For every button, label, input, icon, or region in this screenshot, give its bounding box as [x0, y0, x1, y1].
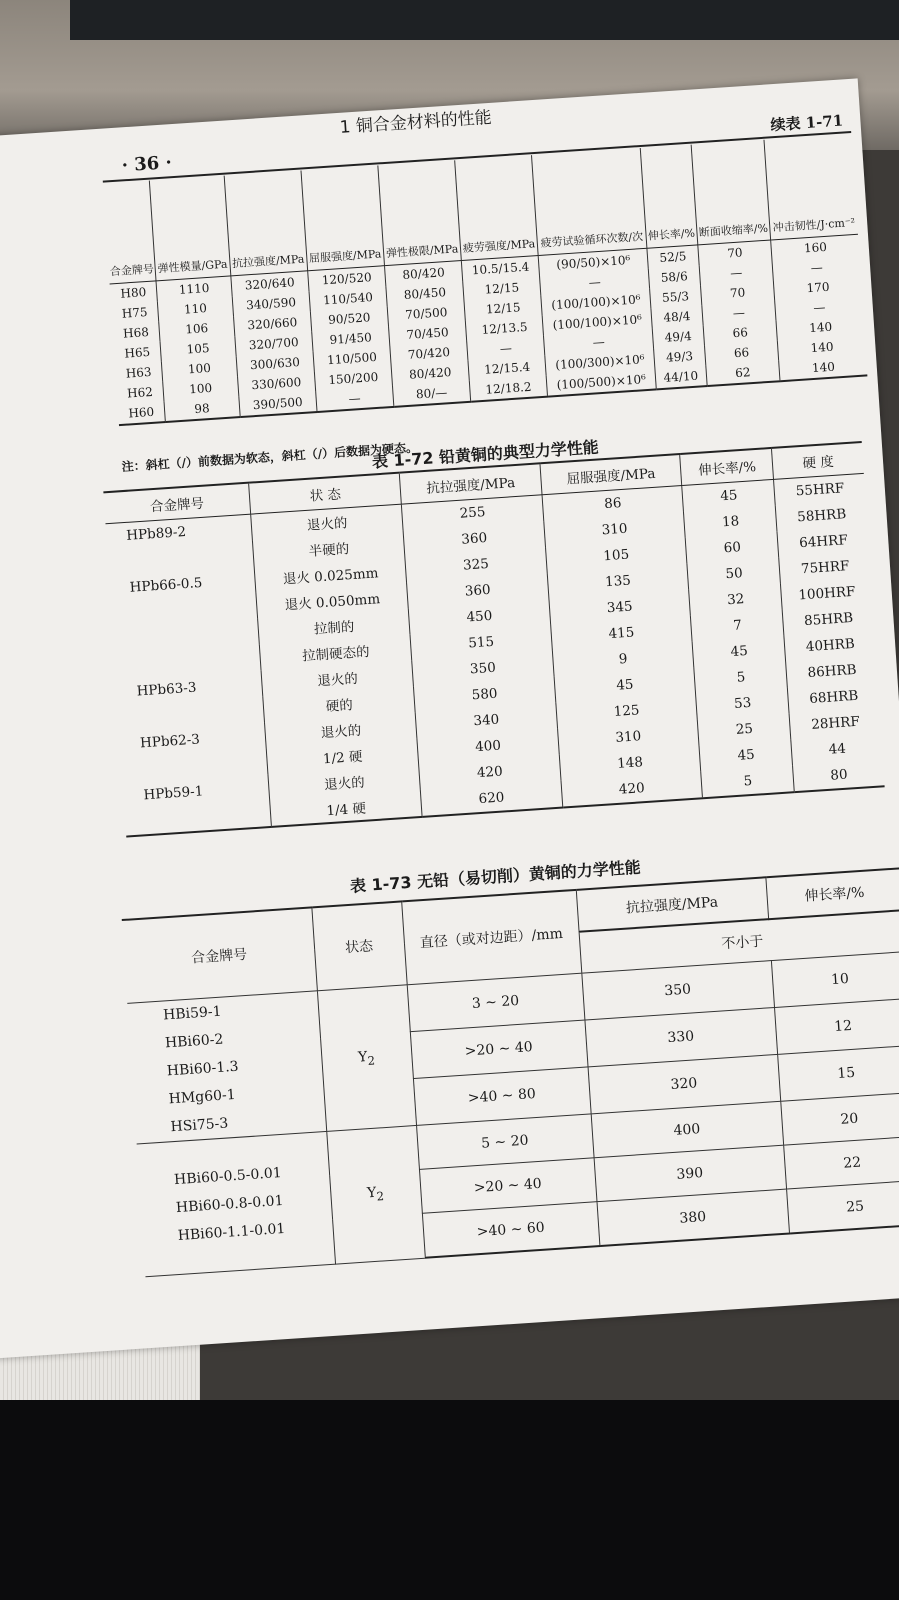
table-cell: 44/10	[655, 365, 707, 389]
table-cell: 70/450	[388, 321, 466, 346]
table-cell: 450	[408, 599, 550, 634]
table-cell: —	[699, 260, 774, 285]
column-header: 抗拉强度/MPa	[224, 171, 308, 276]
table-cell: 25	[698, 713, 792, 745]
table-cell: 12	[774, 999, 899, 1055]
table-1-72-caption: 表 1-72 铅黄铜的典型力学性能	[371, 437, 600, 472]
table-cell: 退火 0.025mm	[254, 556, 406, 592]
table-cell: 20	[780, 1092, 899, 1145]
column-header: 合金牌号	[103, 181, 156, 284]
table-cell: (100/100)×10⁶	[542, 309, 652, 336]
table-cell: —	[315, 386, 393, 412]
column-header: 屈服强度/MPa	[540, 454, 682, 495]
table-cell: 66	[704, 340, 779, 365]
table-cell: 140	[808, 319, 833, 336]
table-cell: 360	[403, 521, 545, 556]
table-cell: 300/630	[236, 351, 314, 376]
table-cell: (100/500)×10⁶	[546, 368, 656, 396]
header-alloy: 合金牌号	[122, 907, 317, 1003]
column-header: 硬 度	[772, 442, 864, 479]
table-cell: 320	[588, 1054, 781, 1113]
table-cell: 28HRF	[810, 713, 861, 733]
table-cell: 55HRF	[795, 480, 845, 500]
column-header: 疲劳强度/MPa	[455, 155, 539, 260]
table-cell: 半硬的	[253, 531, 405, 567]
table-cell: 340/590	[232, 291, 310, 316]
table-cell: (90/50)×10⁶	[538, 248, 648, 276]
table-cell: 110/500	[313, 346, 391, 371]
header-tensile: 抗拉强度/MPa	[576, 877, 768, 931]
header-elongation: 伸长率/%	[765, 868, 899, 919]
table-cell: 55/3	[650, 285, 702, 308]
table-cell: 64HRF	[798, 532, 849, 552]
table-cell: 退火的	[265, 712, 417, 748]
table-cell: 66	[703, 320, 778, 345]
table-cell: H62	[116, 381, 164, 404]
table-cell: 580	[414, 677, 556, 712]
table-cell: 53	[696, 687, 790, 719]
table-cell: 330/600	[237, 371, 315, 396]
table-cell: H75	[111, 301, 159, 324]
table-cell: 420	[561, 771, 703, 807]
table-cell: 45	[692, 636, 786, 668]
table-cell: HPb62-3	[119, 722, 266, 758]
table-cell: 80/420	[384, 261, 462, 287]
table-cell: 退火的	[251, 504, 403, 540]
table-cell: H65	[114, 341, 162, 364]
table-cell: (100/100)×10⁶	[541, 289, 651, 316]
table-cell: 拉制的	[258, 608, 410, 644]
continued-caption: 续表 1-71	[769, 111, 844, 135]
state-cell	[317, 985, 416, 1132]
table-cell: 105	[160, 336, 236, 361]
table-cell: 350	[412, 651, 554, 686]
book-page	[0, 78, 899, 1367]
column-header: 抗拉强度/MPa	[399, 463, 541, 504]
table-cell: H63	[115, 361, 163, 384]
column-header: 合金牌号	[103, 483, 251, 524]
table-cell: 10	[771, 952, 899, 1008]
table-cell: 85HRB	[803, 609, 854, 630]
table-cell: 148	[559, 745, 701, 780]
table-cell: 25	[786, 1180, 899, 1233]
table-cell: 18	[684, 506, 778, 538]
table-cell: 退火 0.050mm	[256, 582, 408, 618]
table-cell: —	[812, 300, 826, 315]
table-cell: 170	[806, 279, 830, 296]
table-cell: 345	[549, 590, 691, 625]
table-cell: 86	[542, 485, 684, 521]
table-cell: 48/4	[651, 305, 703, 328]
table-cell: 58/6	[648, 265, 700, 288]
table-cell: 100HRF	[797, 583, 856, 604]
table-cell: 硬的	[263, 686, 415, 722]
state-subscript: 2	[367, 1052, 376, 1068]
table-cell: 150/200	[314, 366, 392, 391]
table-cell: 44	[828, 740, 847, 758]
table-cell: >20 ~ 40	[410, 1020, 588, 1078]
column-header: 疲劳试验循环次数/次	[532, 148, 647, 255]
table-cell: 58HRB	[796, 506, 847, 526]
table-cell: 45	[554, 668, 696, 703]
alloy-name: HBi60-1.3	[166, 1058, 240, 1080]
table-cell: 90/520	[310, 306, 388, 331]
table-cell: 325	[405, 547, 547, 582]
alloy-list-cell	[127, 991, 326, 1144]
table-cell: 80/450	[386, 281, 464, 306]
table-cell: 5 ~ 20	[416, 1114, 594, 1170]
table-cell: >20 ~ 40	[419, 1158, 597, 1214]
column-header: 断面收缩率/%	[691, 140, 771, 245]
column-header: 弹性模量/GPa	[150, 176, 231, 281]
table-cell: H60	[118, 401, 166, 425]
table-cell: 70/420	[390, 341, 468, 366]
table-cell: 160	[803, 239, 828, 256]
table-cell: 62	[705, 360, 780, 386]
table-cell: 15	[777, 1045, 899, 1101]
table-cell: 100	[162, 356, 238, 381]
table-cell: 75HRF	[800, 558, 850, 578]
table-cell: 70/500	[387, 301, 465, 326]
table-cell: 360	[407, 573, 549, 608]
table-cell: >40 ~ 80	[413, 1067, 591, 1125]
table-cell: 7	[691, 610, 785, 642]
table-cell: (100/300)×10⁶	[545, 349, 655, 376]
table-cell: 390	[594, 1145, 786, 1201]
table-cell: 390/500	[239, 391, 317, 417]
table-cell: 340	[415, 703, 557, 738]
header-diameter: 直径（或对边距）/mm	[401, 890, 581, 985]
table-cell: —	[540, 269, 650, 296]
table-cell: 60	[686, 532, 780, 564]
table-cell: 620	[421, 781, 563, 817]
table-cell: 80/—	[392, 381, 470, 407]
table-cell: 68HRB	[808, 687, 859, 707]
table-cell: 310	[544, 512, 686, 547]
table-cell: —	[810, 260, 824, 275]
table-cell: 140	[779, 354, 867, 381]
table-cell: 10.5/15.4	[461, 255, 539, 281]
table-cell: —	[701, 300, 776, 325]
alloy-name: HBi60-1.1-0.01	[177, 1220, 286, 1244]
table-cell: 125	[556, 693, 698, 728]
column-header: 状 态	[249, 473, 402, 514]
running-head: 1 铜合金材料的性能	[339, 107, 493, 138]
table-cell: 52/5	[647, 245, 699, 269]
laptop-edge	[70, 0, 899, 40]
table-cell: 380	[596, 1189, 789, 1246]
alloy-name: HMg60-1	[168, 1086, 237, 1108]
table-cell: 5	[694, 661, 788, 693]
table-cell: >40 ~ 60	[422, 1202, 600, 1258]
table-cell: 400	[417, 729, 559, 764]
table-cell: 40HRB	[805, 635, 856, 656]
table-cell: 255	[402, 495, 544, 531]
table-cell: 135	[547, 564, 689, 599]
table-cell: 140	[810, 339, 834, 356]
table-cell: 12/15.4	[468, 356, 546, 381]
table-cell: 91/450	[312, 326, 390, 351]
table-cell: 3 ~ 20	[407, 973, 585, 1031]
table-cell: 12/15	[463, 276, 541, 301]
table-cell: 12/15	[464, 296, 542, 321]
table-cell: 22	[783, 1136, 899, 1189]
table-1-71	[103, 134, 867, 426]
table-note: 注：斜杠（/）前数据为软态，斜杠（/）后数据为硬态。	[121, 440, 419, 475]
table-cell: 515	[410, 625, 552, 660]
table-cell: 49/3	[654, 345, 706, 368]
table-cell: 320/640	[231, 271, 309, 297]
table-cell: H68	[112, 321, 160, 344]
table-cell: 350	[581, 961, 774, 1020]
table-cell: 1110	[156, 276, 232, 301]
table-cell: 1/4 硬	[270, 790, 422, 827]
table-cell: 1/2 硬	[266, 738, 418, 774]
table-cell: —	[544, 329, 654, 356]
table-cell: 45	[682, 479, 776, 512]
table-cell: 32	[689, 584, 783, 616]
table-cell: 110/540	[309, 286, 387, 311]
table-cell: 45	[699, 739, 793, 771]
table-cell: 320/700	[235, 331, 313, 356]
table-cell: HPb66-0.5	[109, 566, 256, 602]
column-header: 弹性极限/MPa	[378, 160, 462, 265]
state-subscript: 2	[376, 1189, 385, 1204]
table-cell: 120/520	[308, 266, 386, 292]
table-cell: 80/420	[391, 361, 469, 386]
table-cell: 12/13.5	[465, 316, 543, 341]
table-cell: 98	[164, 396, 240, 422]
column-header: 伸长率/%	[680, 448, 774, 486]
table-cell: 86HRB	[807, 661, 858, 682]
table-cell: H80	[110, 281, 158, 305]
alloy-list-cell	[137, 1131, 335, 1276]
column-header: 屈服强度/MPa	[301, 165, 385, 270]
table-cell: 415	[550, 616, 692, 651]
header-state: 状态	[311, 901, 406, 990]
table-cell: 330	[584, 1008, 777, 1067]
table-cell: 80	[793, 759, 885, 792]
table-cell: 拉制硬态的	[260, 634, 412, 670]
table-cell: 105	[545, 538, 687, 573]
table-cell: 5	[701, 765, 795, 798]
alloy-name: HBi59-1	[162, 1003, 223, 1024]
table-1-73-caption: 表 1-73 无铅（易切削）黄铜的力学性能	[349, 857, 642, 896]
table-cell: 退火的	[261, 660, 413, 696]
column-header: 冲击韧性/J·cm⁻²	[764, 134, 858, 240]
alloy-name: HBi60-0.5-0.01	[173, 1164, 283, 1188]
alloy-name: HSi75-3	[170, 1115, 229, 1136]
table-cell: 70	[697, 240, 772, 265]
table-cell: 50	[687, 558, 781, 590]
table-cell: 110	[158, 296, 234, 321]
table-cell: HPb89-2	[105, 514, 252, 550]
table-cell: HPb59-1	[123, 774, 270, 810]
table-cell: 12/18.2	[469, 376, 547, 402]
page-number: · 36 ·	[121, 152, 173, 177]
header-min-note: 不小于	[579, 910, 899, 973]
table-1-73	[122, 867, 899, 1277]
state-value: Y	[357, 1048, 368, 1066]
alloy-name: HBi60-2	[164, 1031, 224, 1052]
column-header: 伸长率/%	[640, 145, 697, 249]
table-cell: 420	[419, 755, 561, 790]
table-1-72	[103, 441, 884, 838]
table-cell: 9	[552, 642, 694, 677]
state-value: Y	[366, 1185, 377, 1202]
state-cell	[326, 1125, 425, 1263]
table-cell: HPb63-3	[116, 670, 263, 706]
alloy-name: HBi60-0.8-0.01	[175, 1192, 284, 1216]
table-cell: 310	[557, 719, 699, 754]
table-cell: 320/660	[233, 311, 311, 336]
table-surface	[0, 1400, 899, 1600]
table-cell: 70	[700, 280, 775, 305]
table-cell: 400	[591, 1101, 783, 1157]
table-cell: 49/4	[652, 325, 704, 348]
table-cell: 退火的	[268, 764, 420, 800]
table-cell: 100	[163, 376, 239, 401]
table-cell: —	[467, 336, 545, 361]
table-cell: 106	[159, 316, 235, 341]
